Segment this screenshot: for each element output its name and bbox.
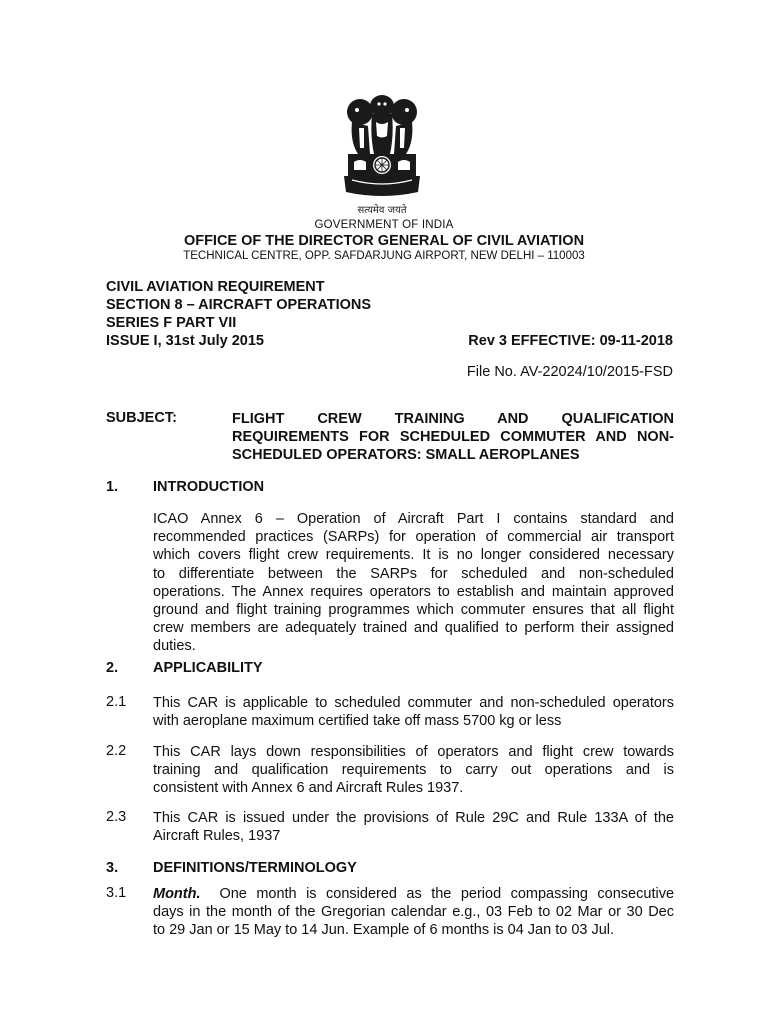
introduction-paragraph — [153, 510, 674, 656]
clause-number: 2.1 — [106, 694, 127, 710]
clause-2-3 — [153, 809, 674, 845]
text-line — [153, 885, 674, 903]
section-heading-applicability: APPLICABILITY — [153, 660, 263, 676]
text-line: This CAR lays down responsibilities of operators and flight crew towards — [153, 744, 674, 760]
text-line: training and qualification requirements to carry out operations and is — [153, 762, 674, 779]
file-number: File No. AV-22024/10/2015-FSD — [466, 364, 673, 380]
section-heading-introduction: INTRODUCTION — [153, 479, 265, 495]
subject-text — [232, 410, 674, 464]
subject-line: SCHEDULED OPERATORS: SMALL AEROPLANES — [232, 447, 580, 463]
text-line: ground and flight training programmes which commuter ensures that all flight — [153, 602, 674, 619]
car-revision: Rev 3 EFFECTIVE: 09-11-2018 — [468, 333, 673, 349]
section-number: 3. — [106, 860, 119, 876]
car-issue: ISSUE I, 31st July 2015 — [106, 333, 264, 349]
text-line: consistent with Annex 6 and Aircraft Rules 1937. — [153, 780, 464, 797]
car-series: SERIES F PART VII — [106, 315, 237, 331]
government-line: GOVERNMENT OF INDIA — [314, 219, 454, 231]
section-heading-definitions: DEFINITIONS/TERMINOLOGY — [153, 860, 357, 876]
section-number: 1. — [106, 479, 119, 495]
text-line: duties. — [153, 638, 196, 655]
text-line: to differentiate between the SARPs for scheduled and non-scheduled — [153, 565, 674, 582]
text-line: This CAR is issued under the provisions of Rule 29C and Rule 133A of the — [153, 810, 674, 826]
office-title: OFFICE OF THE DIRECTOR GENERAL OF CIVIL AVIATION — [183, 233, 585, 249]
clause-3-1 — [153, 885, 674, 940]
clause-number: 3.1 — [106, 885, 127, 901]
section-number: 2. — [106, 660, 119, 676]
subject-line: REQUIREMENTS FOR SCHEDULED COMMUTER AND NON- — [232, 429, 674, 445]
clause-2-1 — [153, 694, 674, 730]
text-line: crew members are adequately trained and qualified to perform their assigned — [153, 620, 674, 637]
text-line: which covers flight crew requirements. It is no longer considered necessary — [153, 547, 674, 564]
text-line: This CAR is applicable to scheduled commuter and non-scheduled operators — [153, 695, 674, 711]
text-line: to 29 Jan or 15 May to 14 Jun. Example of 6 months is 04 Jan to 03 Jul. — [153, 922, 615, 939]
text-line: Aircraft Rules, 1937 — [153, 828, 281, 845]
subject-label: SUBJECT: — [106, 410, 177, 426]
text-line: with aeroplane maximum certified take off mass 5700 kg or less — [153, 713, 562, 730]
text-line: ICAO Annex 6 – Operation of Aircraft Part I contains standard and — [153, 511, 674, 527]
emblem-motto: सत्यमेव जयते — [357, 205, 407, 216]
text-line: operations. The Annex requires operators to establish and maintain approved — [153, 583, 674, 600]
clause-number: 2.3 — [106, 809, 127, 825]
office-address: TECHNICAL CENTRE, OPP. SAFDARJUNG AIRPORT, NEW DELHI – 110003 — [183, 250, 585, 262]
text-line: days in the month of the Gregorian calendar e.g., 03 Feb to 02 Mar or 30 Dec — [153, 904, 674, 921]
subject-line: FLIGHT CREW TRAINING AND QUALIFICATION — [232, 411, 674, 427]
clause-number: 2.2 — [106, 743, 127, 759]
car-title: CIVIL AVIATION REQUIREMENT — [106, 279, 325, 295]
text-line: recommended practices (SARPs) for operation of commercial air transport — [153, 529, 674, 546]
clause-2-2 — [153, 743, 674, 798]
defined-term: Month. — [153, 886, 201, 902]
car-section: SECTION 8 – AIRCRAFT OPERATIONS — [106, 297, 372, 313]
text-fragment: One month is considered as the period compassing consecutive — [219, 886, 675, 902]
national-emblem-icon — [330, 92, 434, 222]
